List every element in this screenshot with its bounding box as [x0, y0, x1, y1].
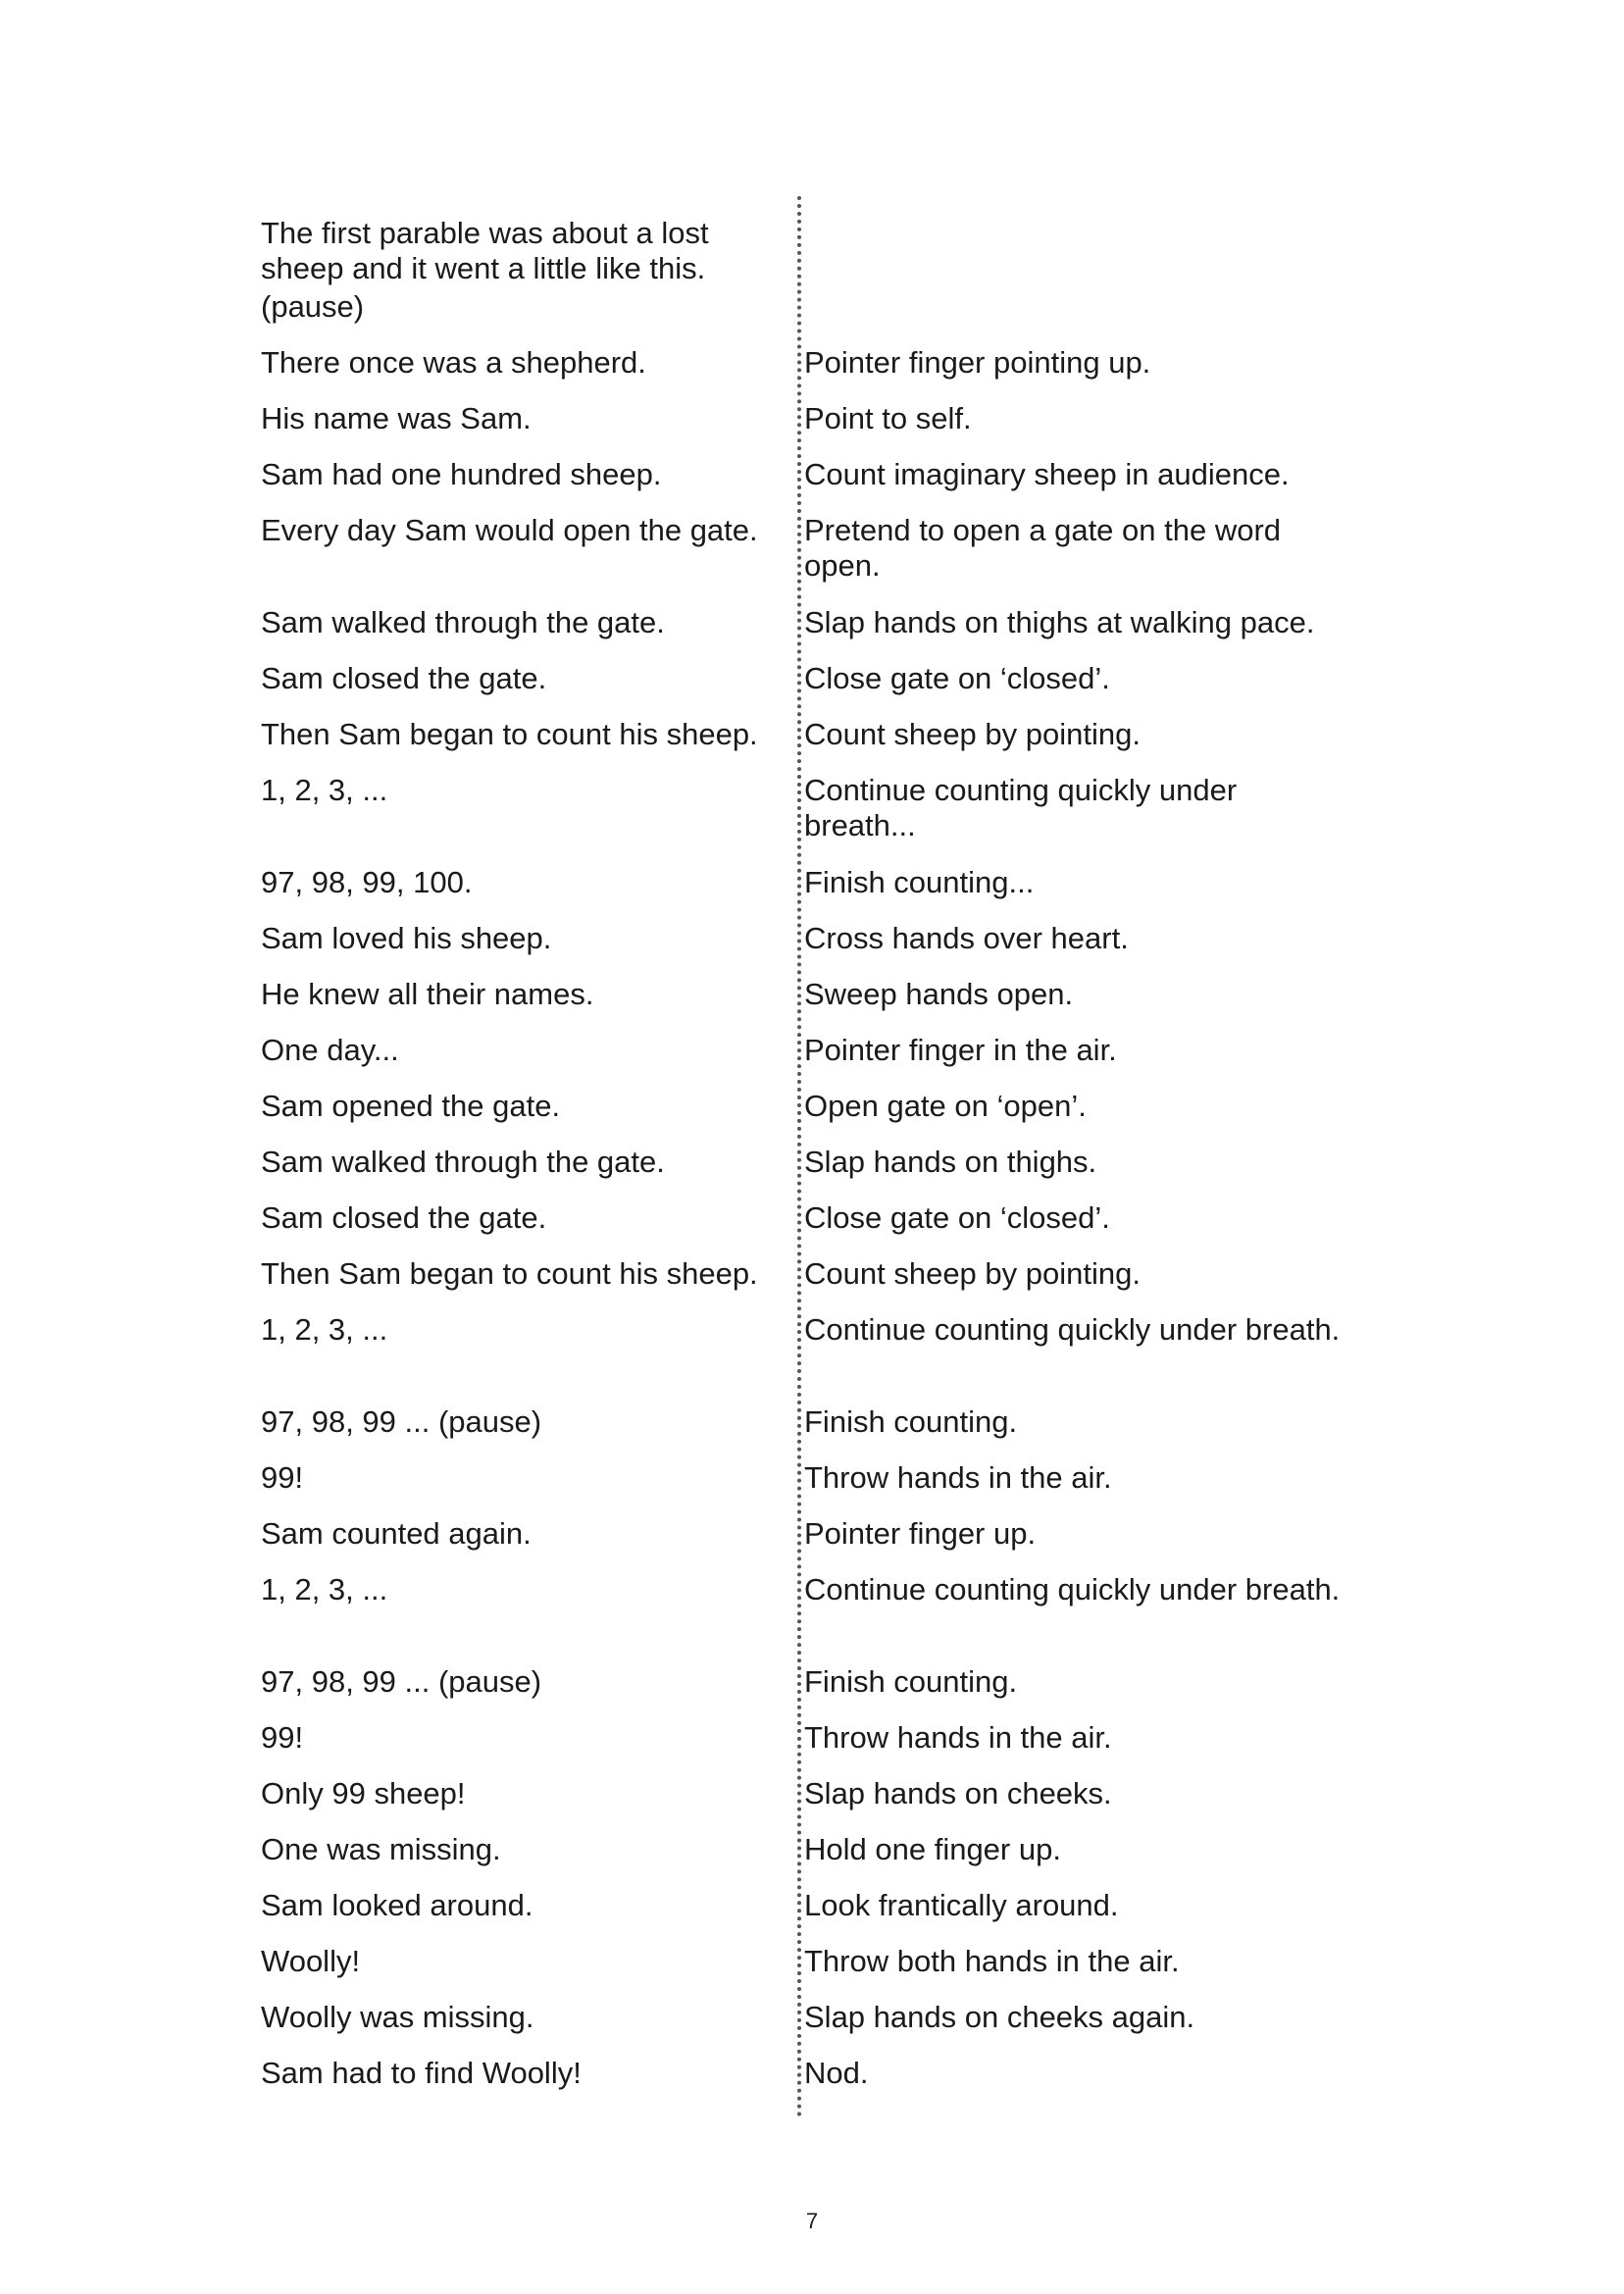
table-row — [261, 717, 1349, 773]
action-cell: Point to self. — [804, 401, 972, 435]
action-cell: Hold one finger up. — [804, 1832, 1061, 1866]
action-cell: Slap hands on thighs. — [804, 1145, 1097, 1179]
action-cell: Count sheep by pointing. — [804, 1256, 1141, 1291]
table-row — [261, 1312, 1349, 1404]
table-row — [261, 289, 1349, 345]
table-row — [261, 401, 1349, 457]
narration-cell: 99! — [261, 1720, 304, 1755]
table-row — [261, 1664, 1349, 1720]
narration-cell: Sam closed the gate. — [261, 661, 547, 695]
action-cell: Close gate on ‘closed’. — [804, 1200, 1110, 1235]
action-cell: Continue counting quickly under breath. — [804, 1312, 1341, 1347]
table-row — [261, 1776, 1349, 1832]
action-cell: Pointer finger pointing up. — [804, 345, 1151, 380]
narration-cell: Sam loved his sheep. — [261, 921, 552, 955]
action-cell: Cross hands over heart. — [804, 921, 1129, 955]
narration-cell: One day... — [261, 1033, 399, 1067]
action-cell: Slap hands on cheeks. — [804, 1776, 1112, 1810]
action-cell: Count imaginary sheep in audience. — [804, 457, 1290, 491]
narration-cell: 97, 98, 99 ... (pause) — [261, 1404, 542, 1439]
table-row — [261, 661, 1349, 717]
action-cell: Count sheep by pointing. — [804, 717, 1141, 751]
table-row — [261, 921, 1349, 977]
narration-cell: The first parable was about a lost sheep and it went a little like this. — [261, 216, 709, 285]
narration-cell: 97, 98, 99, 100. — [261, 865, 473, 899]
narration-cell: Woolly! — [261, 1944, 361, 1978]
narration-cell: He knew all their names. — [261, 977, 594, 1011]
action-cell — [787, 216, 1349, 289]
table-row — [261, 1256, 1349, 1312]
action-cell: Finish counting. — [804, 1404, 1018, 1439]
narration-cell: 1, 2, 3, ... — [261, 1572, 388, 1606]
narration-cell: Sam counted again. — [261, 1516, 532, 1551]
action-cell: Open gate on ‘open’. — [804, 1089, 1087, 1123]
table-row — [261, 1404, 1349, 1460]
table-row — [261, 216, 1349, 289]
action-cell: Throw hands in the air. — [804, 1720, 1112, 1755]
table-row — [261, 865, 1349, 921]
action-cell: Sweep hands open. — [804, 977, 1074, 1011]
table-row — [261, 1888, 1349, 1944]
narration-cell: Sam looked around. — [261, 1888, 533, 1922]
action-cell: Throw hands in the air. — [804, 1460, 1112, 1495]
narration-cell: There once was a shepherd. — [261, 345, 646, 380]
action-cell: Finish counting. — [804, 1664, 1018, 1699]
narration-cell: (pause) — [261, 289, 365, 324]
action-cell: Continue counting quickly under breath... — [804, 773, 1238, 842]
action-cell: Nod. — [804, 2056, 869, 2090]
action-cell: Pointer finger in the air. — [804, 1033, 1117, 1067]
narration-cell: Sam walked through the gate. — [261, 605, 665, 639]
table-row — [261, 773, 1349, 865]
narration-cell: One was missing. — [261, 1832, 501, 1866]
action-cell: Continue counting quickly under breath. — [804, 1572, 1341, 1606]
narration-cell: Sam had to find Woolly! — [261, 2056, 582, 2090]
action-cell: Slap hands on thighs at walking pace. — [804, 605, 1315, 639]
narration-cell: Sam opened the gate. — [261, 1089, 561, 1123]
narration-cell: His name was Sam. — [261, 401, 532, 435]
table-row — [261, 2000, 1349, 2056]
table-row — [261, 1944, 1349, 2000]
table-row — [261, 345, 1349, 401]
narration-cell: 1, 2, 3, ... — [261, 773, 388, 807]
narration-cell: Sam walked through the gate. — [261, 1145, 665, 1179]
table-row — [261, 1572, 1349, 1664]
action-cell — [787, 289, 1349, 345]
narration-cell: Every day Sam would open the gate. — [261, 513, 758, 547]
table-row — [261, 1145, 1349, 1200]
narration-cell: Sam closed the gate. — [261, 1200, 547, 1235]
narration-cell: Woolly was missing. — [261, 2000, 534, 2034]
narration-cell: 1, 2, 3, ... — [261, 1312, 388, 1347]
action-cell: Close gate on ‘closed’. — [804, 661, 1110, 695]
action-cell: Look frantically around. — [804, 1888, 1119, 1922]
narration-cell: Only 99 sheep! — [261, 1776, 466, 1810]
action-cell: Finish counting... — [804, 865, 1035, 899]
table-row — [261, 1033, 1349, 1089]
page-number: 7 — [805, 2209, 819, 2233]
narration-cell: Then Sam began to count his sheep. — [261, 1256, 758, 1291]
table-row — [261, 1516, 1349, 1572]
table-row — [261, 1720, 1349, 1776]
narration-cell: 97, 98, 99 ... (pause) — [261, 1664, 542, 1699]
narration-cell: 99! — [261, 1460, 304, 1495]
table-row — [261, 977, 1349, 1033]
table-row — [261, 1832, 1349, 1888]
table-row — [261, 1089, 1349, 1145]
action-cell: Slap hands on cheeks again. — [804, 2000, 1195, 2034]
table-row — [261, 1200, 1349, 1256]
action-cell: Pretend to open a gate on the word open. — [804, 513, 1282, 583]
table-row — [261, 605, 1349, 661]
table-row — [261, 2056, 1349, 2112]
narration-cell: Then Sam began to count his sheep. — [261, 717, 758, 751]
table-row — [261, 457, 1349, 513]
action-cell: Pointer finger up. — [804, 1516, 1037, 1551]
table-row — [261, 1460, 1349, 1516]
table-row — [261, 513, 1349, 605]
script-table — [261, 216, 1349, 2112]
action-cell: Throw both hands in the air. — [804, 1944, 1180, 1978]
narration-cell: Sam had one hundred sheep. — [261, 457, 662, 491]
